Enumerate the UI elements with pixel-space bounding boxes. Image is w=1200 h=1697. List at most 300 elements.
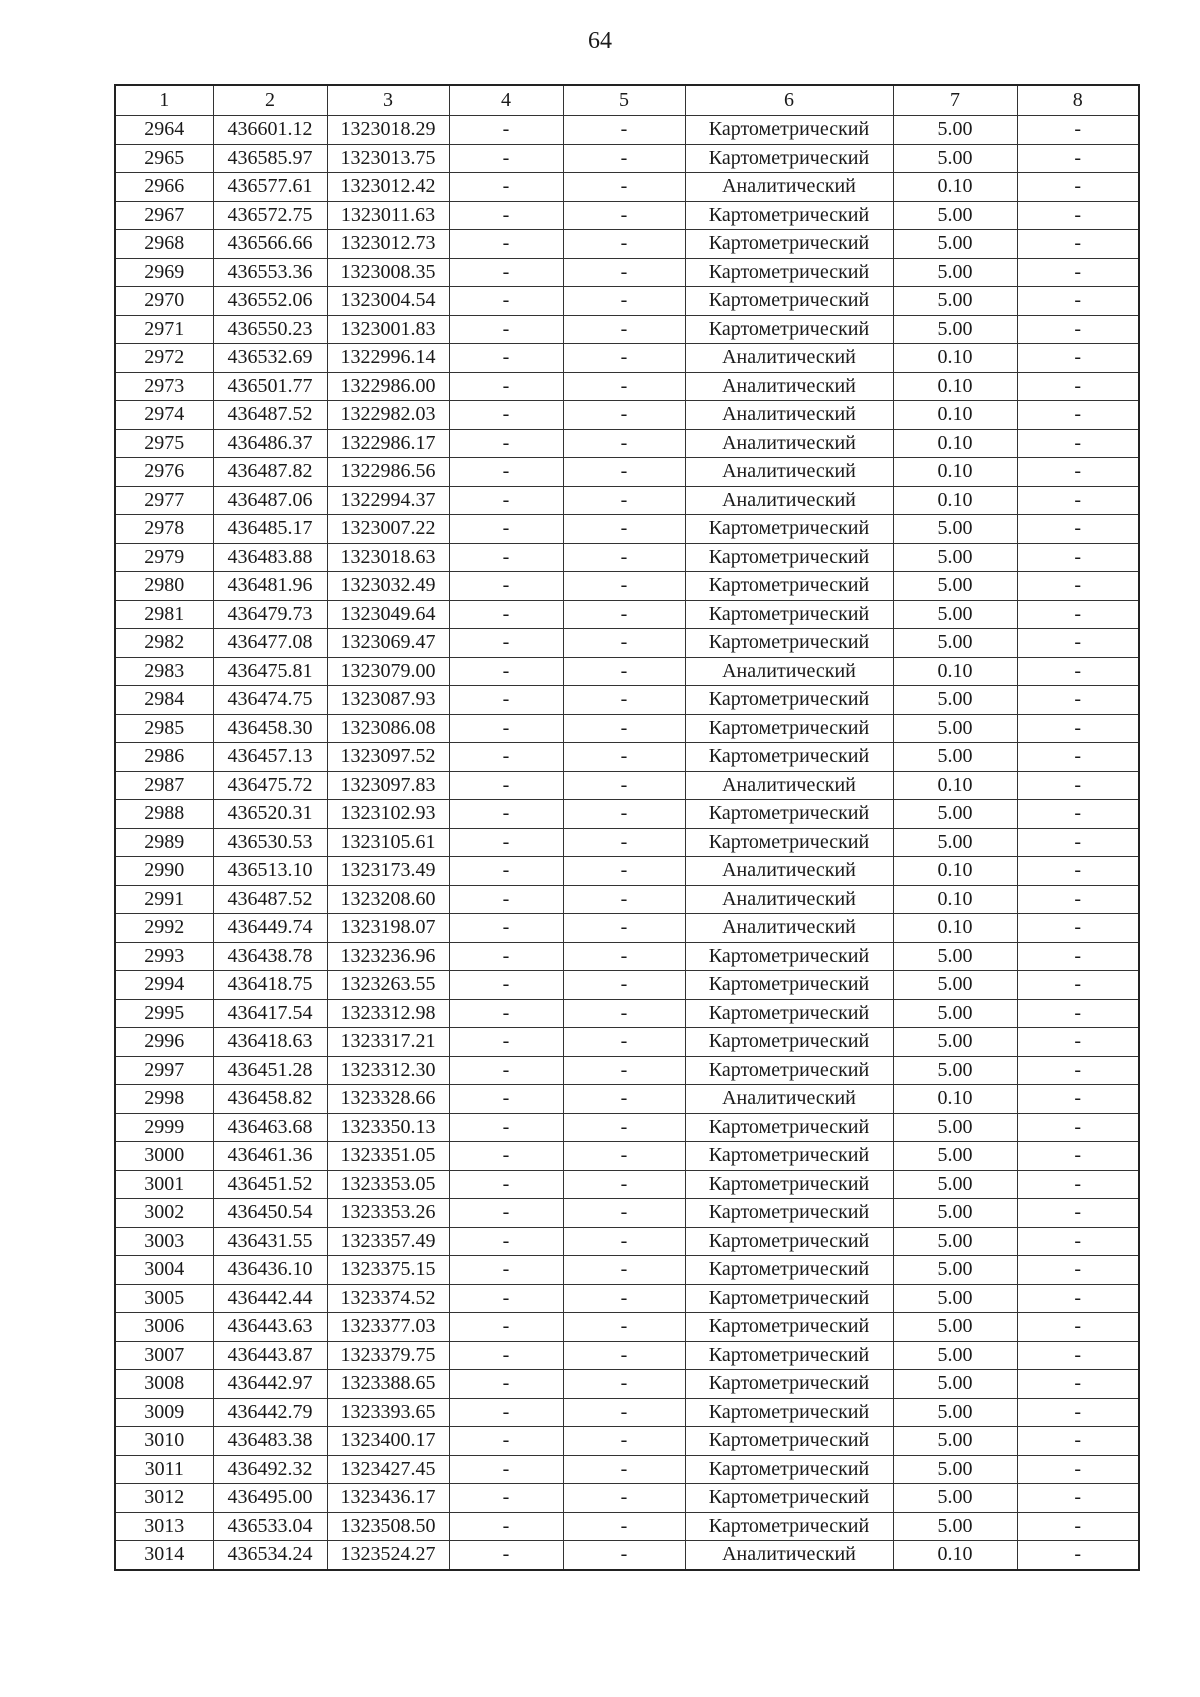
x-coordinate-cell: 436449.74 [213, 914, 327, 943]
column-8-cell: - [1017, 1256, 1139, 1285]
method-cell: Картометрический [685, 1227, 893, 1256]
y-coordinate-cell: 1323388.65 [327, 1370, 449, 1399]
column-4-cell: - [449, 372, 563, 401]
accuracy-cell: 5.00 [893, 800, 1017, 829]
accuracy-cell: 5.00 [893, 828, 1017, 857]
point-number-cell: 2994 [115, 971, 213, 1000]
table-row [115, 486, 1139, 515]
point-number-cell: 2981 [115, 600, 213, 629]
column-8-cell: - [1017, 971, 1139, 1000]
column-5-cell: - [563, 714, 685, 743]
table-row [115, 1427, 1139, 1456]
accuracy-cell: 5.00 [893, 1313, 1017, 1342]
table-row [115, 1113, 1139, 1142]
point-number-cell: 3009 [115, 1398, 213, 1427]
point-number-cell: 2968 [115, 230, 213, 259]
column-5-cell: - [563, 515, 685, 544]
column-header: 8 [1017, 85, 1139, 116]
y-coordinate-cell: 1323007.22 [327, 515, 449, 544]
y-coordinate-cell: 1323524.27 [327, 1541, 449, 1570]
method-cell: Аналитический [685, 458, 893, 487]
method-cell: Картометрический [685, 201, 893, 230]
y-coordinate-cell: 1323012.42 [327, 173, 449, 202]
x-coordinate-cell: 436442.44 [213, 1284, 327, 1313]
column-8-cell: - [1017, 1028, 1139, 1057]
y-coordinate-cell: 1323102.93 [327, 800, 449, 829]
accuracy-cell: 5.00 [893, 1370, 1017, 1399]
column-5-cell: - [563, 116, 685, 145]
accuracy-cell: 0.10 [893, 401, 1017, 430]
x-coordinate-cell: 436533.04 [213, 1512, 327, 1541]
accuracy-cell: 5.00 [893, 230, 1017, 259]
accuracy-cell: 5.00 [893, 116, 1017, 145]
table-row [115, 1398, 1139, 1427]
table-row [115, 714, 1139, 743]
table-row [115, 458, 1139, 487]
y-coordinate-cell: 1322986.17 [327, 429, 449, 458]
column-5-cell: - [563, 144, 685, 173]
column-5-cell: - [563, 1085, 685, 1114]
table-row [115, 401, 1139, 430]
method-cell: Картометрический [685, 1398, 893, 1427]
y-coordinate-cell: 1323011.63 [327, 201, 449, 230]
column-5-cell: - [563, 885, 685, 914]
y-coordinate-cell: 1323087.93 [327, 686, 449, 715]
y-coordinate-cell: 1323377.03 [327, 1313, 449, 1342]
column-4-cell: - [449, 999, 563, 1028]
column-4-cell: - [449, 486, 563, 515]
method-cell: Картометрический [685, 971, 893, 1000]
column-8-cell: - [1017, 999, 1139, 1028]
column-4-cell: - [449, 1370, 563, 1399]
column-8-cell: - [1017, 315, 1139, 344]
point-number-cell: 2993 [115, 942, 213, 971]
column-8-cell: - [1017, 1227, 1139, 1256]
column-4-cell: - [449, 401, 563, 430]
column-5-cell: - [563, 1341, 685, 1370]
column-header: 5 [563, 85, 685, 116]
column-5-cell: - [563, 1313, 685, 1342]
column-5-cell: - [563, 1398, 685, 1427]
column-8-cell: - [1017, 743, 1139, 772]
x-coordinate-cell: 436442.97 [213, 1370, 327, 1399]
table-row [115, 173, 1139, 202]
point-number-cell: 2975 [115, 429, 213, 458]
y-coordinate-cell: 1323353.05 [327, 1170, 449, 1199]
column-4-cell: - [449, 1028, 563, 1057]
y-coordinate-cell: 1323097.52 [327, 743, 449, 772]
point-number-cell: 2965 [115, 144, 213, 173]
x-coordinate-cell: 436431.55 [213, 1227, 327, 1256]
column-8-cell: - [1017, 344, 1139, 373]
y-coordinate-cell: 1323069.47 [327, 629, 449, 658]
method-cell: Картометрический [685, 686, 893, 715]
point-number-cell: 2974 [115, 401, 213, 430]
table-row [115, 686, 1139, 715]
column-8-cell: - [1017, 885, 1139, 914]
column-4-cell: - [449, 857, 563, 886]
y-coordinate-cell: 1323328.66 [327, 1085, 449, 1114]
column-4-cell: - [449, 1142, 563, 1171]
column-8-cell: - [1017, 1427, 1139, 1456]
column-5-cell: - [563, 771, 685, 800]
column-4-cell: - [449, 1199, 563, 1228]
point-number-cell: 3002 [115, 1199, 213, 1228]
y-coordinate-cell: 1323350.13 [327, 1113, 449, 1142]
column-8-cell: - [1017, 1455, 1139, 1484]
accuracy-cell: 5.00 [893, 971, 1017, 1000]
column-5-cell: - [563, 1170, 685, 1199]
accuracy-cell: 0.10 [893, 914, 1017, 943]
column-5-cell: - [563, 1028, 685, 1057]
accuracy-cell: 0.10 [893, 486, 1017, 515]
point-number-cell: 2970 [115, 287, 213, 316]
method-cell: Аналитический [685, 486, 893, 515]
accuracy-cell: 5.00 [893, 1028, 1017, 1057]
column-8-cell: - [1017, 1313, 1139, 1342]
y-coordinate-cell: 1323374.52 [327, 1284, 449, 1313]
x-coordinate-cell: 436492.32 [213, 1455, 327, 1484]
column-header: 2 [213, 85, 327, 116]
method-cell: Аналитический [685, 372, 893, 401]
column-4-cell: - [449, 1484, 563, 1513]
accuracy-cell: 0.10 [893, 372, 1017, 401]
column-8-cell: - [1017, 800, 1139, 829]
x-coordinate-cell: 436477.08 [213, 629, 327, 658]
x-coordinate-cell: 436461.36 [213, 1142, 327, 1171]
point-number-cell: 3012 [115, 1484, 213, 1513]
x-coordinate-cell: 436550.23 [213, 315, 327, 344]
method-cell: Картометрический [685, 515, 893, 544]
method-cell: Картометрический [685, 258, 893, 287]
point-number-cell: 3006 [115, 1313, 213, 1342]
x-coordinate-cell: 436552.06 [213, 287, 327, 316]
x-coordinate-cell: 436487.06 [213, 486, 327, 515]
column-5-cell: - [563, 287, 685, 316]
column-5-cell: - [563, 572, 685, 601]
table-row [115, 515, 1139, 544]
method-cell: Аналитический [685, 401, 893, 430]
column-header: 6 [685, 85, 893, 116]
point-number-cell: 3014 [115, 1541, 213, 1570]
accuracy-cell: 5.00 [893, 1256, 1017, 1285]
x-coordinate-cell: 436463.68 [213, 1113, 327, 1142]
point-number-cell: 2984 [115, 686, 213, 715]
point-number-cell: 2997 [115, 1056, 213, 1085]
method-cell: Картометрический [685, 1256, 893, 1285]
column-5-cell: - [563, 201, 685, 230]
point-number-cell: 3004 [115, 1256, 213, 1285]
x-coordinate-cell: 436530.53 [213, 828, 327, 857]
table-row [115, 543, 1139, 572]
method-cell: Картометрический [685, 116, 893, 145]
column-8-cell: - [1017, 914, 1139, 943]
table-row [115, 344, 1139, 373]
method-cell: Картометрический [685, 828, 893, 857]
header-row [115, 85, 1139, 116]
column-4-cell: - [449, 572, 563, 601]
y-coordinate-cell: 1323208.60 [327, 885, 449, 914]
column-8-cell: - [1017, 230, 1139, 259]
column-8-cell: - [1017, 258, 1139, 287]
column-5-cell: - [563, 629, 685, 658]
method-cell: Картометрический [685, 1341, 893, 1370]
column-8-cell: - [1017, 828, 1139, 857]
point-number-cell: 2978 [115, 515, 213, 544]
column-8-cell: - [1017, 657, 1139, 686]
table-row [115, 743, 1139, 772]
point-number-cell: 2998 [115, 1085, 213, 1114]
table-row [115, 1313, 1139, 1342]
column-5-cell: - [563, 1512, 685, 1541]
column-5-cell: - [563, 1541, 685, 1570]
point-number-cell: 2983 [115, 657, 213, 686]
x-coordinate-cell: 436451.28 [213, 1056, 327, 1085]
point-number-cell: 2999 [115, 1113, 213, 1142]
accuracy-cell: 5.00 [893, 258, 1017, 287]
table-row [115, 942, 1139, 971]
x-coordinate-cell: 436520.31 [213, 800, 327, 829]
method-cell: Картометрический [685, 1199, 893, 1228]
table-row [115, 144, 1139, 173]
method-cell: Аналитический [685, 857, 893, 886]
column-5-cell: - [563, 1370, 685, 1399]
x-coordinate-cell: 436513.10 [213, 857, 327, 886]
column-5-cell: - [563, 1113, 685, 1142]
column-5-cell: - [563, 1199, 685, 1228]
column-8-cell: - [1017, 1085, 1139, 1114]
table-row [115, 857, 1139, 886]
point-number-cell: 3013 [115, 1512, 213, 1541]
y-coordinate-cell: 1323018.63 [327, 543, 449, 572]
y-coordinate-cell: 1323263.55 [327, 971, 449, 1000]
column-4-cell: - [449, 1455, 563, 1484]
x-coordinate-cell: 436487.82 [213, 458, 327, 487]
point-number-cell: 2973 [115, 372, 213, 401]
column-4-cell: - [449, 116, 563, 145]
column-5-cell: - [563, 1227, 685, 1256]
accuracy-cell: 5.00 [893, 1398, 1017, 1427]
x-coordinate-cell: 436501.77 [213, 372, 327, 401]
table-row [115, 372, 1139, 401]
method-cell: Картометрический [685, 1284, 893, 1313]
column-8-cell: - [1017, 1370, 1139, 1399]
point-number-cell: 3003 [115, 1227, 213, 1256]
table-row [115, 1199, 1139, 1228]
table-body [115, 116, 1139, 1570]
y-coordinate-cell: 1323001.83 [327, 315, 449, 344]
table-row [115, 1028, 1139, 1057]
column-4-cell: - [449, 800, 563, 829]
column-8-cell: - [1017, 686, 1139, 715]
x-coordinate-cell: 436450.54 [213, 1199, 327, 1228]
accuracy-cell: 5.00 [893, 201, 1017, 230]
column-4-cell: - [449, 258, 563, 287]
accuracy-cell: 5.00 [893, 543, 1017, 572]
column-4-cell: - [449, 515, 563, 544]
x-coordinate-cell: 436458.82 [213, 1085, 327, 1114]
y-coordinate-cell: 1323008.35 [327, 258, 449, 287]
column-5-cell: - [563, 458, 685, 487]
column-5-cell: - [563, 942, 685, 971]
method-cell: Картометрический [685, 1313, 893, 1342]
column-4-cell: - [449, 1398, 563, 1427]
accuracy-cell: 0.10 [893, 1541, 1017, 1570]
method-cell: Картометрический [685, 1370, 893, 1399]
accuracy-cell: 5.00 [893, 1512, 1017, 1541]
method-cell: Аналитический [685, 1541, 893, 1570]
accuracy-cell: 5.00 [893, 315, 1017, 344]
point-number-cell: 2979 [115, 543, 213, 572]
column-8-cell: - [1017, 201, 1139, 230]
point-number-cell: 2966 [115, 173, 213, 202]
method-cell: Картометрический [685, 1427, 893, 1456]
column-5-cell: - [563, 1484, 685, 1513]
column-4-cell: - [449, 600, 563, 629]
table-row [115, 429, 1139, 458]
accuracy-cell: 0.10 [893, 173, 1017, 202]
accuracy-cell: 5.00 [893, 1455, 1017, 1484]
column-8-cell: - [1017, 629, 1139, 658]
x-coordinate-cell: 436486.37 [213, 429, 327, 458]
table-row [115, 828, 1139, 857]
x-coordinate-cell: 436438.78 [213, 942, 327, 971]
column-4-cell: - [449, 828, 563, 857]
column-4-cell: - [449, 1256, 563, 1285]
column-4-cell: - [449, 885, 563, 914]
y-coordinate-cell: 1323317.21 [327, 1028, 449, 1057]
accuracy-cell: 5.00 [893, 1199, 1017, 1228]
y-coordinate-cell: 1323353.26 [327, 1199, 449, 1228]
column-8-cell: - [1017, 942, 1139, 971]
point-number-cell: 2996 [115, 1028, 213, 1057]
table-row [115, 116, 1139, 145]
point-number-cell: 3008 [115, 1370, 213, 1399]
column-5-cell: - [563, 372, 685, 401]
y-coordinate-cell: 1323004.54 [327, 287, 449, 316]
column-8-cell: - [1017, 486, 1139, 515]
x-coordinate-cell: 436479.73 [213, 600, 327, 629]
accuracy-cell: 5.00 [893, 1170, 1017, 1199]
table-row [115, 1142, 1139, 1171]
column-5-cell: - [563, 743, 685, 772]
column-4-cell: - [449, 201, 563, 230]
y-coordinate-cell: 1322994.37 [327, 486, 449, 515]
column-4-cell: - [449, 1113, 563, 1142]
y-coordinate-cell: 1323508.50 [327, 1512, 449, 1541]
column-8-cell: - [1017, 1512, 1139, 1541]
column-5-cell: - [563, 1142, 685, 1171]
x-coordinate-cell: 436487.52 [213, 885, 327, 914]
x-coordinate-cell: 436451.52 [213, 1170, 327, 1199]
column-5-cell: - [563, 1056, 685, 1085]
column-4-cell: - [449, 686, 563, 715]
point-number-cell: 3007 [115, 1341, 213, 1370]
column-8-cell: - [1017, 1541, 1139, 1570]
table-header [115, 85, 1139, 116]
column-4-cell: - [449, 144, 563, 173]
column-4-cell: - [449, 1227, 563, 1256]
accuracy-cell: 5.00 [893, 686, 1017, 715]
column-4-cell: - [449, 1284, 563, 1313]
column-8-cell: - [1017, 287, 1139, 316]
column-8-cell: - [1017, 714, 1139, 743]
y-coordinate-cell: 1323097.83 [327, 771, 449, 800]
point-number-cell: 2985 [115, 714, 213, 743]
x-coordinate-cell: 436483.88 [213, 543, 327, 572]
method-cell: Аналитический [685, 771, 893, 800]
column-4-cell: - [449, 315, 563, 344]
accuracy-cell: 5.00 [893, 515, 1017, 544]
accuracy-cell: 5.00 [893, 1227, 1017, 1256]
accuracy-cell: 5.00 [893, 1142, 1017, 1171]
column-5-cell: - [563, 600, 685, 629]
column-5-cell: - [563, 486, 685, 515]
column-8-cell: - [1017, 515, 1139, 544]
accuracy-cell: 5.00 [893, 1484, 1017, 1513]
column-4-cell: - [449, 173, 563, 202]
accuracy-cell: 5.00 [893, 1056, 1017, 1085]
point-number-cell: 2977 [115, 486, 213, 515]
column-5-cell: - [563, 914, 685, 943]
x-coordinate-cell: 436457.13 [213, 743, 327, 772]
column-4-cell: - [449, 657, 563, 686]
y-coordinate-cell: 1323013.75 [327, 144, 449, 173]
column-8-cell: - [1017, 401, 1139, 430]
table-row [115, 885, 1139, 914]
column-5-cell: - [563, 971, 685, 1000]
column-header: 1 [115, 85, 213, 116]
method-cell: Картометрический [685, 287, 893, 316]
method-cell: Картометрический [685, 600, 893, 629]
point-number-cell: 2987 [115, 771, 213, 800]
column-8-cell: - [1017, 857, 1139, 886]
y-coordinate-cell: 1323357.49 [327, 1227, 449, 1256]
accuracy-cell: 5.00 [893, 600, 1017, 629]
column-5-cell: - [563, 543, 685, 572]
column-5-cell: - [563, 173, 685, 202]
method-cell: Аналитический [685, 885, 893, 914]
accuracy-cell: 5.00 [893, 743, 1017, 772]
table-row [115, 230, 1139, 259]
x-coordinate-cell: 436577.61 [213, 173, 327, 202]
coordinates-table [114, 84, 1140, 1571]
table-row [115, 1484, 1139, 1513]
column-8-cell: - [1017, 543, 1139, 572]
column-8-cell: - [1017, 771, 1139, 800]
point-number-cell: 2980 [115, 572, 213, 601]
y-coordinate-cell: 1322986.56 [327, 458, 449, 487]
accuracy-cell: 5.00 [893, 1284, 1017, 1313]
y-coordinate-cell: 1323079.00 [327, 657, 449, 686]
y-coordinate-cell: 1323436.17 [327, 1484, 449, 1513]
table-row [115, 657, 1139, 686]
x-coordinate-cell: 436442.79 [213, 1398, 327, 1427]
method-cell: Аналитический [685, 429, 893, 458]
column-5-cell: - [563, 999, 685, 1028]
x-coordinate-cell: 436436.10 [213, 1256, 327, 1285]
accuracy-cell: 0.10 [893, 429, 1017, 458]
column-5-cell: - [563, 258, 685, 287]
point-number-cell: 2989 [115, 828, 213, 857]
accuracy-cell: 0.10 [893, 1085, 1017, 1114]
table-row [115, 1541, 1139, 1570]
method-cell: Картометрический [685, 144, 893, 173]
point-number-cell: 2972 [115, 344, 213, 373]
method-cell: Картометрический [685, 1512, 893, 1541]
y-coordinate-cell: 1323173.49 [327, 857, 449, 886]
x-coordinate-cell: 436475.72 [213, 771, 327, 800]
